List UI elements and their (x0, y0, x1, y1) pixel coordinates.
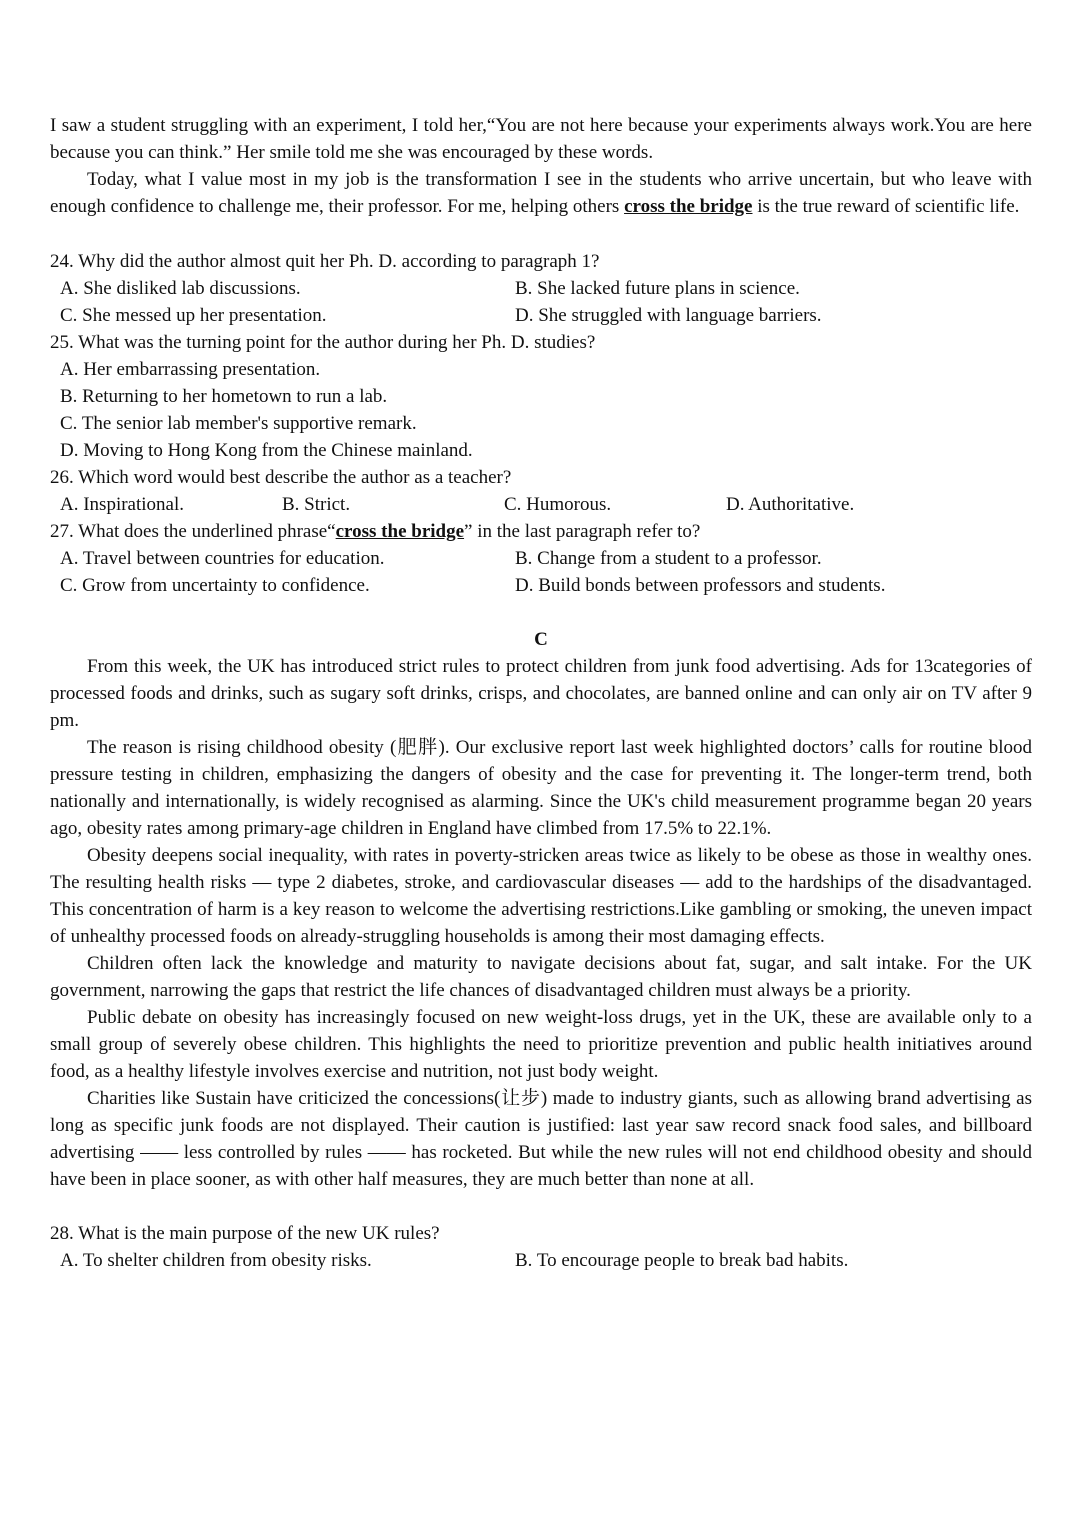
option-a[interactable]: A. She disliked lab discussions. (60, 278, 301, 299)
underlined-phrase: cross the bridge (335, 521, 465, 542)
question-25-stem: 25. What was the turning point for the author during her Ph. D. studies? (50, 332, 596, 353)
option-b[interactable]: B. Returning to her hometown to run a lab. (60, 386, 388, 407)
question-28-stem: 28. What is the main purpose of the new UK rules? (50, 1223, 440, 1244)
passage-b-paragraph-final: Today, what I value most in my job is the transformation I see in the students who arrive uncertain, but who leave with enough confidence to challenge me, their professor. For me, helping others cross the bridge is the true reward of scientific life. (50, 169, 1032, 217)
option-b[interactable]: B. Change from a student to a professor. (515, 548, 822, 569)
passage-c-paragraph-2: The reason is rising childhood obesity (肥胖). Our exclusive report last week highlighted doctors’ calls for routine blood pressure testing in children, emphasizing the dangers of obesity and the case for preventing it. The longer-term trend, both nationally and internationally, is widely recognised as alarming. Since the UK's child measurement programme began 20 years ago, obesity rates among primary-age children in England have climbed from 17.5% to 22.1%. (50, 737, 1032, 839)
option-d[interactable]: D. She struggled with language barriers. (515, 305, 822, 326)
section-heading: C (534, 629, 548, 650)
option-d[interactable]: D. Build bonds between professors and students. (515, 575, 886, 596)
question-26-options-row (50, 491, 1032, 518)
option-c[interactable]: C. She messed up her presentation. (60, 305, 327, 326)
option-a[interactable]: A. Her embarrassing presentation. (60, 359, 321, 380)
option-d[interactable]: D. Authoritative. (726, 494, 855, 515)
question-26-stem: 26. Which word would best describe the author as a teacher? (50, 467, 512, 488)
option-a[interactable]: A. Inspirational. (60, 494, 185, 515)
option-c[interactable]: C. Grow from uncertainty to confidence. (60, 575, 370, 596)
option-d[interactable]: D. Moving to Hong Kong from the Chinese mainland. (60, 440, 473, 461)
question-24-options-row-2 (50, 302, 1032, 329)
question-27-options-row-1 (50, 545, 1032, 572)
passage-c-paragraph-6: Charities like Sustain have criticized the concessions(让步) made to industry giants, such as allowing brand advertising as long as specific junk foods are not displayed. Their caution is justified: last year saw record snack food sales, and billboard advertising —— less controlled by rules —— has rocketed. But while the new rules will not end childhood obesity and should have been in place sooner, as with other half measures, they are much better than none at all. (50, 1088, 1032, 1190)
passage-c-paragraph-4: Children often lack the knowledge and maturity to navigate decisions about fat, sugar, and salt intake. For the UK government, narrowing the gaps that restrict the life chances of disadvantaged children must always be a priority. (50, 953, 1032, 1001)
passage-c-paragraph-5: Public debate on obesity has increasingly focused on new weight-loss drugs, yet in the UK, these are available only to a small group of severely obese children. This highlights the need to prioritize prevention and public health initiatives around food, as a healthy lifestyle involves exercise and nutrition, not just body weight. (50, 1007, 1032, 1082)
option-c[interactable]: C. Humorous. (504, 494, 612, 515)
question-24-options-row-1 (50, 275, 1032, 302)
option-b[interactable]: B. To encourage people to break bad habits. (515, 1250, 849, 1271)
passage-b-paragraph: I saw a student struggling with an experiment, I told her,“You are not here because your experiments always work.You are here because you can think.” Her smile told me she was encouraged by these words. (50, 115, 1032, 163)
option-c[interactable]: C. The senior lab member's supportive remark. (60, 413, 417, 434)
question-28-options-row-1 (50, 1247, 1032, 1274)
exam-page (50, 112, 1032, 1274)
passage-c-paragraph-3: Obesity deepens social inequality, with rates in poverty-stricken areas twice as likely to be obese as those in wealthy ones. The resulting health risks — type 2 diabetes, stroke, and cardiovascular diseases — add to the hardships of the disadvantaged. This concentration of harm is a key reason to welcome the advertising restrictions.Like gambling or smoking, the uneven impact of unhealthy processed foods on already-struggling households is among their most damaging effects. (50, 845, 1032, 947)
option-a[interactable]: A. Travel between countries for education. (60, 548, 385, 569)
option-a[interactable]: A. To shelter children from obesity risks. (60, 1250, 372, 1271)
option-b[interactable]: B. Strict. (282, 494, 351, 515)
question-27-options-row-2 (50, 572, 1032, 599)
underlined-phrase: cross the bridge (624, 196, 753, 217)
passage-c-paragraph-1: From this week, the UK has introduced strict rules to protect children from junk food advertising. Ads for 13categories of processed foods and drinks, such as sugary soft drinks, crisps, and chocolates, are banned online and can only air on TV after 9 pm. (50, 656, 1032, 731)
option-b[interactable]: B. She lacked future plans in science. (515, 278, 800, 299)
question-24-stem: 24. Why did the author almost quit her Ph. D. according to paragraph 1? (50, 251, 600, 272)
question-27-stem: 27. What does the underlined phrase“cross the bridge” in the last paragraph refer to? (50, 521, 701, 542)
